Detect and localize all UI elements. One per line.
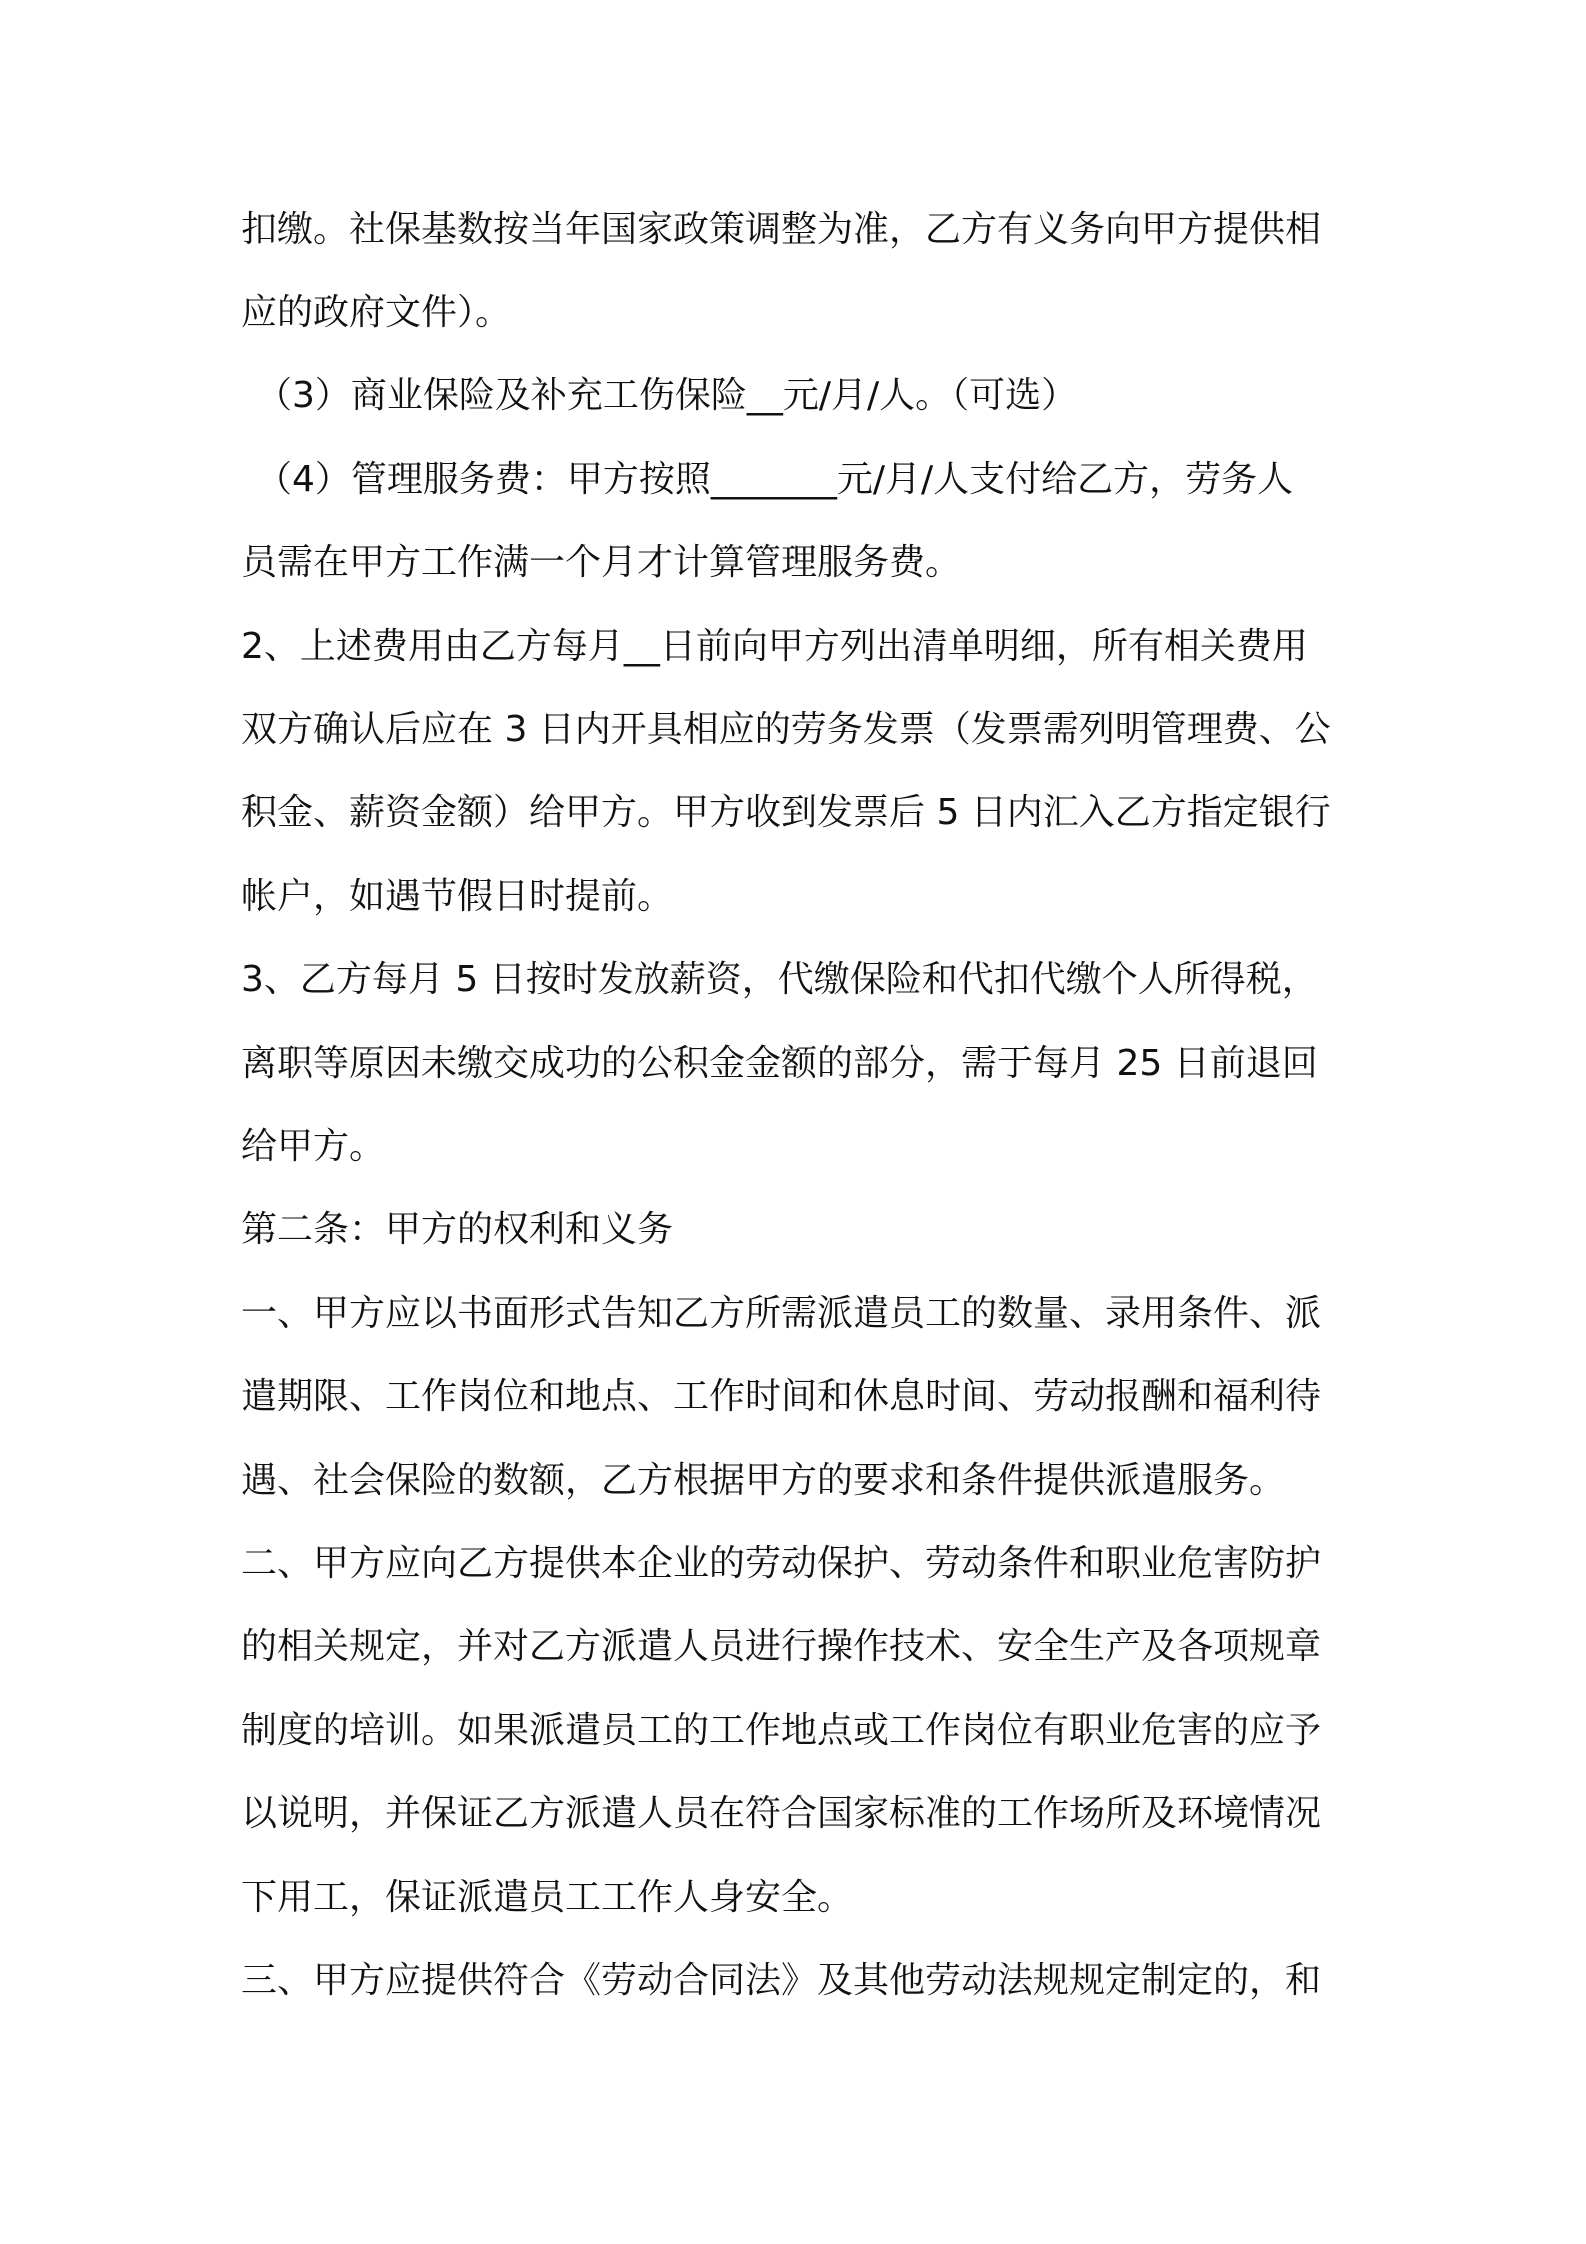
text-line: （4）管理服务费：甲方按照_______元/月/人支付给乙方，劳务人 [256,459,1294,500]
text-line: 三、甲方应提供符合《劳动合同法》及其他劳动法规规定制定的，和 [241,1960,1322,2001]
text-line: 一、甲方应以书面形式告知乙方所需派遣员工的数量、录用条件、派 [241,1293,1322,1334]
text-line: 二、甲方应向乙方提供本企业的劳动保护、劳动条件和职业危害防护 [241,1543,1322,1584]
text-line: 扣缴。社保基数按当年国家政策调整为准，乙方有义务向甲方提供相 [241,209,1322,250]
section-heading: 第二条：甲方的权利和义务 [241,1209,674,1250]
text-line: 积金、薪资金额）给甲方。甲方收到发票后 5 日内汇入乙方指定银行 [241,792,1331,833]
text-line: 遇、社会保险的数额，乙方根据甲方的要求和条件提供派遣服务。 [241,1460,1286,1501]
text-line: 制度的培训。如果派遣员工的工作地点或工作岗位有职业危害的应予 [241,1710,1322,1751]
text-line: （3）商业保险及补充工伤保险__元/月/人。（可选） [256,375,1078,416]
text-line: 下用工，保证派遣员工工作人身安全。 [241,1877,854,1918]
text-line: 双方确认后应在 3 日内开具相应的劳务发票（发票需列明管理费、公 [241,709,1331,750]
text-line: 遣期限、工作岗位和地点、工作时间和休息时间、劳动报酬和福利待 [241,1376,1322,1417]
text-line: 以说明，并保证乙方派遣人员在符合国家标准的工作场所及环境情况 [241,1793,1322,1834]
text-line: 3、乙方每月 5 日按时发放薪资，代缴保险和代扣代缴个人所得税， [241,959,1318,1000]
text-line: 离职等原因未缴交成功的公积金金额的部分，需于每月 25 日前退回 [241,1043,1318,1084]
text-line: 的相关规定，并对乙方派遣人员进行操作技术、安全生产及各项规章 [241,1626,1322,1667]
text-line: 帐户，如遇节假日时提前。 [241,876,674,917]
text-line: 2、上述费用由乙方每月__日前向甲方列出清单明细，所有相关费用 [241,626,1308,667]
text-line: 给甲方。 [241,1126,386,1167]
text-line: 员需在甲方工作满一个月才计算管理服务费。 [241,542,962,583]
text-line: 应的政府文件）。 [241,292,512,333]
